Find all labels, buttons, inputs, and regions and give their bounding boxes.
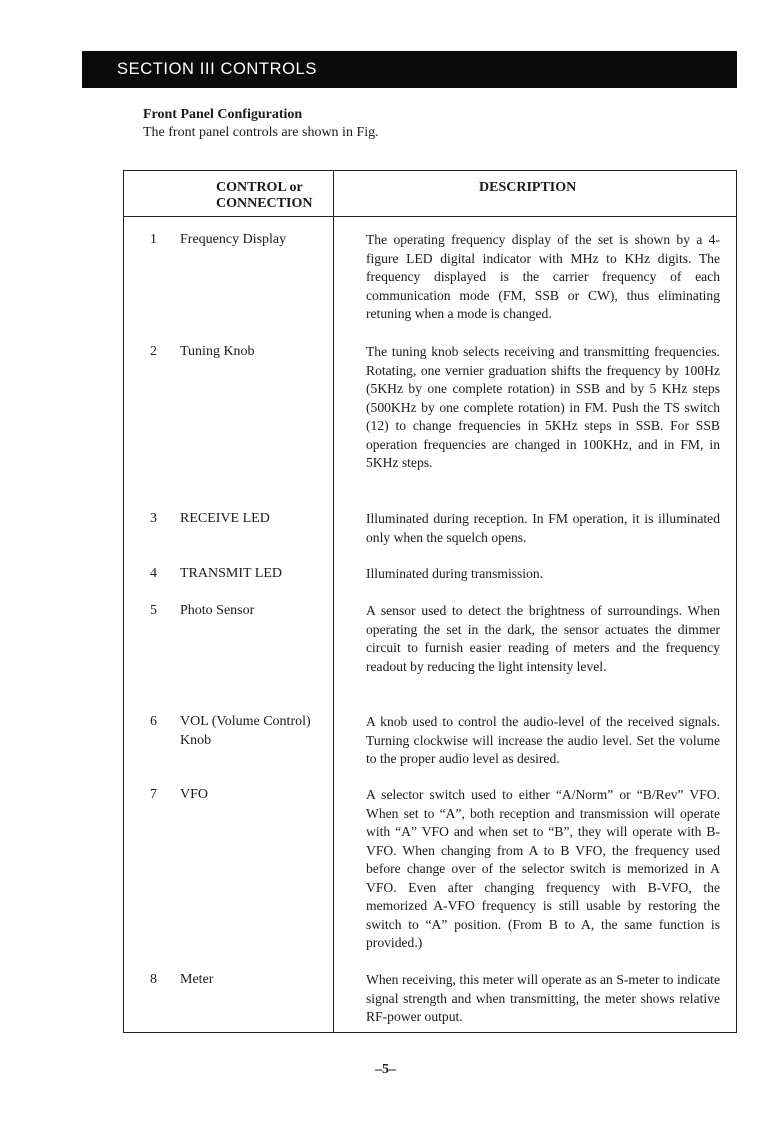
section-title-bar: SECTION III CONTROLS (82, 51, 737, 88)
row-description: A selector switch used to either “A/Norm” or “B/Rev” VFO. When set to “A”, both reception and transmission will operate with “A” VFO and when set to “B”, they will operate with B-VFO. When changing from A to B VFO, the frequency used before change over of the selector switch is memorized in A VFO. Even after changing frequency with B-VFO, the memorized A-VFO frequency is still usable by restoring the switch to “A” position. (From B to A, the same function is provided.) (366, 787, 720, 950)
row-control: Meter (180, 972, 214, 987)
row-control: VFO (180, 787, 209, 802)
row-number: 3 (150, 511, 157, 526)
row-description: The tuning knob selects receiving and transmitting frequencies. Rotating, one vernier graduation shifts the frequency by 100Hz (5KHz by one complete rotation) in SSB and by 5 KHz steps (500KHz by one complete rotation) in FM. Push the TS switch (12) to change frequencies in 5KHz steps in SSB. For SSB operation frequencies are changed in 100KHz, and in FM, in 5KHz steps. (366, 344, 720, 470)
row-number: 2 (150, 344, 157, 359)
controls-table (123, 170, 737, 1033)
page-number: –5– (375, 1062, 396, 1077)
row-control: Photo Sensor (180, 603, 255, 618)
row-control: Tuning Knob (180, 344, 255, 359)
row-description: A knob used to control the audio-level of the received signals. Turning clockwise will increase the audio level. Set the volume to the proper audio level as desired. (366, 714, 720, 766)
row-number: 7 (150, 787, 157, 802)
row-description: When receiving, this meter will operate as an S-meter to indicate signal strength and when transmitting, the meter shows relative RF-power output. (366, 972, 720, 1024)
column-divider (333, 171, 334, 1032)
row-control: TRANSMIT LED (180, 566, 283, 581)
row-control: RECEIVE LED (180, 511, 270, 526)
intro-text: The front panel controls are shown in Fig. (143, 125, 379, 140)
row-number: 5 (150, 603, 157, 618)
row-description: Illuminated during reception. In FM operation, it is illuminated only when the squelch opens. (366, 511, 720, 545)
row-control: VOL (Volume Control) Knob (180, 714, 311, 748)
row-description: A sensor used to detect the brightness of surroundings. When operating the set in the dark, the sensor actuates the dimmer circuit to furnish easier reading of meters and the frequency readout by reducing the light intensity level. (366, 603, 720, 674)
row-description: The operating frequency display of the set is shown by a 4-figure LED digital indicator with MHz to KHz digits. The frequency displayed is the carrier frequency of each communication mode (FM, SSB or CW), thus eliminating retuning when a mode is changed. (366, 232, 720, 321)
header-description: DESCRIPTION (479, 180, 577, 195)
row-control: Frequency Display (180, 232, 287, 247)
row-number: 6 (150, 714, 157, 729)
header-control: CONTROL or CONNECTION (216, 180, 313, 211)
header-divider (124, 216, 736, 217)
section-heading: Front Panel Configuration (143, 107, 303, 122)
row-number: 4 (150, 566, 157, 581)
row-number: 1 (150, 232, 157, 247)
row-number: 8 (150, 972, 157, 987)
row-description: Illuminated during transmission. (366, 566, 544, 581)
